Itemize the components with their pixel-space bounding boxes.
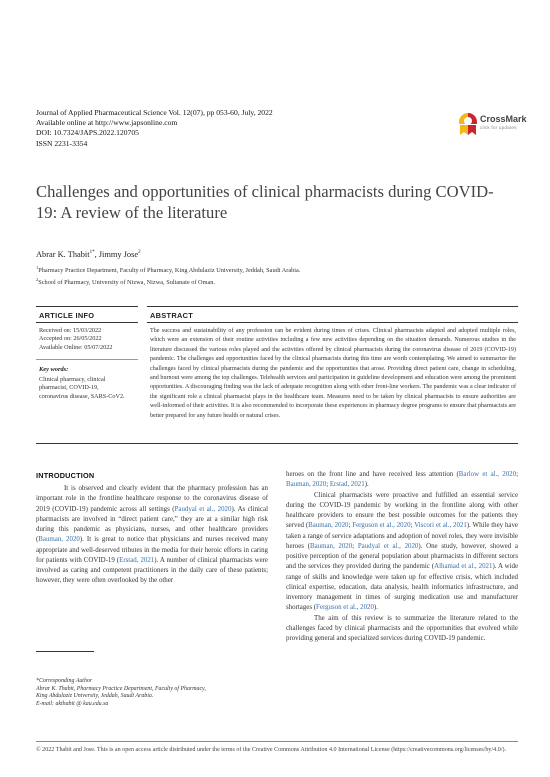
body-text: ;	[326, 481, 330, 489]
info-rule-mid	[36, 322, 138, 323]
right-paragraph-0	[286, 470, 518, 491]
abstract-heading: ABSTRACT	[150, 311, 194, 320]
footnote-email[interactable]: E-mail: akthabit @ kau.edu.sa	[36, 701, 109, 708]
journal-website: Available online at http://www.japsonline.com	[36, 118, 178, 128]
abstract-rule-top	[147, 306, 518, 307]
author-2-sup: 2	[138, 250, 141, 256]
affiliation-2	[36, 276, 300, 288]
abstract-text: The success and sustainability of any profession can be evident during times of crises. Clinical pharmacists adapted and adopted multiple roles, which were an extension of their routine activities including a few new activities depending on the situation demands. Numerous studies in the literature discussed the various roles played and the activities offered by clinical pharmacists during the coronavirus disease of 2019 (COVID-19) pandemic. The challenges and opportunities faced by the clinical pharmacists during this time are worth contemplating. We aimed to summarize the challenges faced by clinical pharmacists during the pandemic and the opportunities that arose. Providing direct patient care, change in scheduling, and burnout were among the top challenges. Telehealth services and participation in guideline development and education were among the prominent opportunities. A discouraging finding was the lack of adequate recognition along with other front-line workers. The pandemic was a clear indicator of the significant role a clinical pharmacist plays in the healthcare team. Measures need to be taken by clinical pharmacists to ensure authorities are well-informed of their activities. It is also recommended to incorporate these experiences in pharmacy degree programs to ensure that pharmacists are better prepared for any future health or natural crises.	[150, 328, 516, 419]
footnote-line-1: Abrar K. Thabit, Pharmacy Practice Department, Faculty of Pharmacy,	[36, 685, 206, 692]
intro-text: It is observed and clearly evident that the pharmacy profession has an important role in the frontline healthcare response to the coronavirus disease of 2019 (COVID-19) pandemic across all settings (	[36, 485, 268, 513]
body-text: ). A wide range of skills and knowledge were taken up for effective crisis, which included clinical expertise, education, data analysis, health informatics infrastructure, and inventory management in times of surging medication use and manufacturer shortages (	[286, 563, 519, 612]
journal-issn: ISSN 2231-3354	[36, 138, 88, 148]
footnote-line-2: King Abdulaziz University, Jeddah, Saudi Arabia.	[36, 693, 154, 700]
author-1: Abrar K. Thabit	[36, 250, 90, 259]
author-2: Jimmy Jose	[98, 250, 139, 259]
body-text: ;	[352, 542, 358, 550]
citation-link[interactable]: Erstad, 2021	[119, 556, 155, 564]
affiliations	[36, 264, 300, 287]
left-column	[36, 484, 268, 587]
footnote-rule	[36, 651, 94, 652]
affiliation-2-sup: 2	[36, 276, 39, 282]
citation-link[interactable]: Barlow et al., 2020	[458, 471, 517, 478]
body-text: ). While they have taken a range of service adaptations and adoption of novel roles, they were invisible heroes (	[286, 522, 518, 550]
accepted-date: Accepted on: 26/05/2022	[39, 335, 102, 343]
right-column	[286, 470, 518, 644]
crossmark-icon	[458, 112, 478, 136]
citation-link[interactable]: Ferguson et al., 2020	[316, 604, 374, 612]
citation-link[interactable]: Ferguson et al., 2020	[352, 522, 411, 530]
citation-link[interactable]: Alhamad et al., 2021	[434, 563, 493, 571]
affiliation-1	[36, 264, 300, 276]
article-info-heading: ARTICLE INFO	[39, 311, 95, 320]
intro-text: ). A number of clinical pharmacists were involved as caring and competent practitioners in the daily care of these patients; however, they were often overlooked by the other	[36, 556, 268, 585]
article-title: Challenges and opportunities of clinical pharmacists during COVID-19: A review of the literature	[36, 182, 494, 222]
citation-link[interactable]: Viscori et al., 2021	[414, 522, 467, 530]
body-text: ). One study, however, showed a positive perception of the general population about pharmacists in different sectors and the services they provided during the pandemic (	[286, 542, 518, 571]
citation-link[interactable]: Paudyal et al., 2020	[174, 505, 232, 513]
info-rule-top	[36, 306, 138, 307]
corresponding-author-note	[36, 678, 276, 709]
received-date: Received on: 15/03/2022	[39, 327, 102, 334]
author-line	[36, 250, 141, 259]
license-text: © 2022 Thabit and Jose. This is an open access article distributed under the terms of the Creative Commons Attribution 4.0 International License (https://creativecommons.org/licenses/by/4.0/).	[36, 747, 507, 753]
intro-paragraph-1	[36, 484, 268, 587]
abstract-rule-mid	[147, 322, 518, 323]
body-text: heroes on the front line and have received less attention (	[286, 471, 459, 478]
intro-text: ). It is great to notice that physicians and nurses received many appropriate and well-deserved tributes in the media for their heroic efforts in caring for patients with COVID-19 (	[36, 536, 268, 564]
author-separator: ,	[94, 250, 99, 259]
citation-link[interactable]: Bauman, 2020	[310, 542, 353, 550]
keywords-rule	[36, 359, 138, 360]
citation-link[interactable]: Bauman, 2020	[38, 536, 80, 544]
abstract-rule-bottom	[36, 443, 518, 444]
article-dates	[39, 327, 135, 352]
affiliation-1-text: Pharmacy Practice Department, Faculty of Pharmacy, King Abdulaziz University, Jeddah, Saudi Arabia.	[38, 267, 301, 275]
journal-doi: DOI: 10.7324/JAPS.2022.120705	[36, 128, 139, 138]
author-1-sup: 1*	[89, 250, 95, 256]
citation-link[interactable]: Bauman, 2020	[308, 522, 349, 530]
body-text: ;	[348, 522, 353, 530]
license-rule	[36, 741, 518, 742]
keywords-heading: Key words:	[39, 366, 69, 373]
crossmark-label: CrossMark	[480, 114, 527, 124]
crossmark-badge[interactable]	[458, 110, 527, 138]
affiliation-1-sup: 1	[36, 265, 39, 270]
journal-header	[36, 108, 273, 149]
body-text: ).	[373, 604, 378, 612]
footnote-label: *Corresponding Author	[36, 678, 93, 684]
intro-text: ). As clinical pharmacists are involved in “direct patient care,” they are at a similar high risk during this pandemic as physicians, nurses, and other healthcare providers (	[36, 505, 268, 544]
crossmark-sublabel: click for updates	[480, 125, 517, 130]
online-date: Available Online: 05/07/2022	[39, 343, 113, 351]
right-paragraph-1	[286, 491, 518, 614]
affiliation-2-text: School of Pharmacy, University of Nizwa, Nizwa, Sultanate of Oman.	[38, 278, 215, 286]
body-text: ;	[410, 522, 415, 530]
journal-citation: Journal of Applied Pharmaceutical Science Vol. 12(07), pp 053-60, July, 2022	[36, 108, 273, 117]
keywords-text: Clinical pharmacy, clinical pharmacist, COVID-19, coronavirus disease, SARS-CoV2.	[39, 376, 125, 400]
right-paragraph-2: The aim of this review is to summarize the literature related to the challenges faced by clinical pharmacists and the opportunities that evolved while providing general and specialized services during COVID-19 pandemic.	[286, 614, 518, 642]
body-text: ;	[516, 471, 518, 478]
body-text: Clinical pharmacists were proactive and fulfilled an essential service during the COVID-19 pandemic by working in the frontline along with other healthcare providers to ensure the best possible outcomes for the patients they served (	[286, 491, 518, 530]
body-text: ).	[364, 481, 369, 489]
citation-link[interactable]: Erstad, 2021	[329, 481, 365, 489]
citation-link[interactable]: Paudyal et al., 2020	[357, 542, 419, 550]
introduction-heading: INTRODUCTION	[36, 471, 95, 480]
citation-link[interactable]: Bauman, 2020	[286, 481, 327, 489]
